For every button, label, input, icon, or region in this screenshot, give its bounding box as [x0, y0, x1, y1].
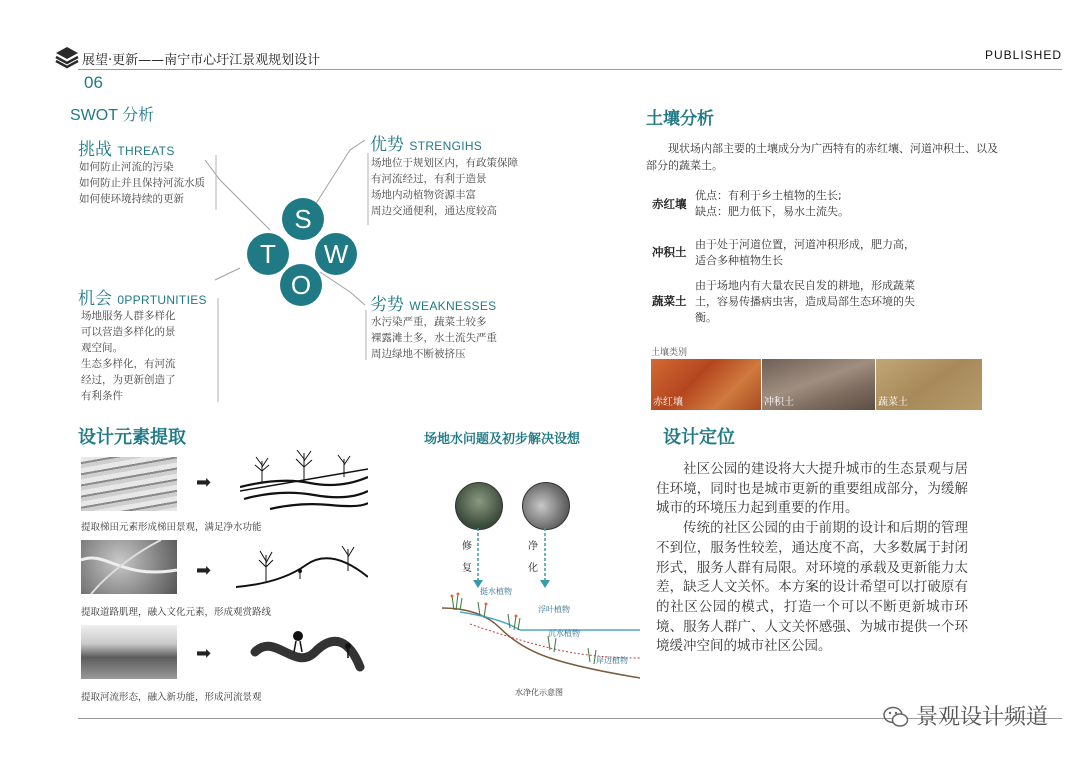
- river-caption: 提取河流形态，融入新功能，形成河流景观: [81, 692, 262, 703]
- threats-list: [79, 159, 205, 207]
- strengths-cn: 优势: [370, 135, 404, 155]
- river-photo: [81, 625, 177, 679]
- soil-desc-vegetable: [695, 278, 915, 326]
- soil-photo-caption: 冲积土: [764, 397, 794, 408]
- positioning-paragraph: 社区公园的建设将大大提升城市的生态景观与居住环境，同时也是城市更新的重要组成部分，为缓解城市的环境压力起到重要的作用。: [656, 461, 968, 517]
- purify-char: 净: [528, 541, 538, 552]
- opportunities-line: 场地服务人群多样化: [81, 310, 176, 322]
- opportunities-cn: 机会: [78, 289, 112, 309]
- water-title: 场地水问题及初步解决设想: [424, 432, 581, 447]
- strengths-line: 场地位于规划区内，有政策保障: [371, 157, 518, 169]
- arrow-right-icon: ➡: [196, 643, 212, 664]
- soil-desc-line: 土，容易传播病虫害，造成局部生态环境的失: [695, 295, 915, 308]
- repair-char: 复: [462, 563, 472, 574]
- watermark: [883, 700, 1048, 731]
- weaknesses-line: 周边绿地不断被挤压: [371, 348, 466, 360]
- repair-char: 修: [462, 541, 472, 552]
- soil-name-red: 赤红壤: [652, 197, 687, 211]
- soil-intro: 现状场内部主要的土壤成分为广西特有的赤红壤、河道冲积土、以及部分的蔬菜土。: [646, 142, 998, 172]
- opportunities-list: [81, 308, 176, 404]
- weaknesses-heading: [370, 290, 496, 315]
- soil-photo-caption: 赤红壤: [653, 397, 683, 408]
- strengths-list: [371, 155, 518, 219]
- sketch-note: 浮叶植物: [538, 605, 570, 614]
- soil-desc-line: 缺点：肥力低下，易水土流失。: [695, 205, 849, 218]
- strengths-line: 周边交通便利，通达度较高: [371, 205, 497, 217]
- soil-photo-caption: 蔬菜土: [878, 397, 908, 408]
- threats-en: THREATS: [117, 144, 175, 158]
- opportunities-heading: [78, 284, 207, 309]
- header-title: 展望·更新——南宁市心圩江景观规划设计: [82, 53, 321, 68]
- opportunities-line: 生态多样化，有河流: [81, 358, 176, 370]
- swot-circle-o: O: [280, 264, 322, 306]
- terrace-sketch: [240, 447, 368, 513]
- purify-char: 化: [528, 563, 538, 574]
- soil-desc-line: 衡。: [695, 311, 717, 324]
- strengths-line: 有河流经过，有利于造景: [371, 173, 487, 185]
- strengths-line: 场地内动植物资源丰富: [371, 189, 476, 201]
- repair-label: [462, 536, 472, 580]
- swot-circle-w: W: [315, 233, 357, 275]
- soil-title: 土壤分析: [646, 109, 714, 129]
- page-number: 06: [84, 73, 103, 92]
- positioning-body: [656, 460, 968, 657]
- swot-circle-t: T: [247, 233, 289, 275]
- road-photo-lines: [81, 540, 177, 594]
- watermark-text: 景观设计频道: [915, 705, 1048, 730]
- purify-label: [528, 536, 538, 580]
- positioning-title: 设计定位: [663, 427, 735, 448]
- soil-photo-alluvial: [762, 359, 875, 410]
- opportunities-line: 经过，为更新创造了: [81, 374, 176, 386]
- weaknesses-line: 水污染严重，蔬菜土较多: [371, 316, 487, 328]
- soil-name-alluvial: 冲积土: [652, 245, 687, 259]
- water-caption: 水净化示意图: [515, 688, 563, 697]
- weaknesses-list: [371, 314, 497, 362]
- strengths-en: STRENGIHS: [409, 139, 483, 153]
- sketch-note: 沉水植物: [548, 629, 580, 638]
- terrace-caption: 提取梯田元素形成梯田景观，满足净水功能: [81, 522, 262, 533]
- soil-desc-red: [695, 188, 849, 220]
- soil-name-vegetable: 蔬菜土: [652, 294, 687, 308]
- soil-photo-red: [651, 359, 761, 410]
- weaknesses-cn: 劣势: [370, 295, 404, 315]
- water-arrows: [470, 528, 560, 590]
- weaknesses-en: WEAKNESSES: [409, 299, 497, 313]
- published-label: PUBLISHED: [984, 48, 1062, 62]
- opportunities-line: 观空间。: [81, 342, 123, 354]
- road-sketch: [236, 535, 368, 595]
- strengths-heading: [370, 130, 482, 155]
- soil-desc-line: 优点：有利于乡土植物的生长;: [695, 189, 842, 202]
- threats-line: 如何防止河流的污染: [79, 161, 174, 173]
- elements-title: 设计元素提取: [78, 427, 186, 448]
- soil-photo-label: 土壤类别: [651, 348, 688, 358]
- sketch-note: 挺水植物: [480, 587, 512, 596]
- soil-desc-alluvial: [695, 237, 915, 269]
- swot-title: SWOT 分析: [70, 107, 155, 124]
- wechat-icon: [883, 706, 909, 728]
- road-caption: 提取道路肌理，融入文化元素，形成观赏路线: [81, 607, 272, 618]
- threats-heading: [78, 135, 175, 160]
- soil-desc-line: 由于场地内有大量农民自发的耕地，形成蔬菜: [695, 279, 915, 292]
- soil-desc-line: 适合多种植物生长: [695, 254, 783, 267]
- sketch-note: 岸边植物: [596, 656, 628, 665]
- soil-photo-vegetable: [876, 359, 982, 410]
- weaknesses-line: 裸露滩土多，水土流失严重: [371, 332, 497, 344]
- arrow-right-icon: ➡: [196, 472, 212, 493]
- river-sketch: [250, 622, 370, 682]
- opportunities-line: 有利条件: [81, 390, 123, 402]
- purify-photo: [522, 482, 570, 530]
- swot-circle-s: S: [282, 198, 324, 240]
- threats-cn: 挑战: [78, 140, 112, 160]
- opportunities-line: 可以营造多样化的景: [81, 326, 176, 338]
- terrace-photo: [81, 457, 177, 511]
- water-purification-sketch: [440, 588, 640, 683]
- soil-desc-line: 由于处于河道位置，河道冲积形成，肥力高，: [695, 238, 915, 251]
- arrow-right-icon: ➡: [196, 560, 212, 581]
- threats-line: 如何防止并且保持河流水质: [79, 177, 205, 189]
- positioning-paragraph: 传统的社区公园的由于前期的设计和后期的管理不到位，服务性较差，通达度不高，大多数属于封闭形式，服务人群有局限。对环境的承载及更新能力太差，缺乏人文关怀。本方案的设计希望可以打破原有的社区公园的模式，打造一个可以不断更新城市环境、服务人群广、人文关怀感强、为城市提供一个环境缓冲空间的城市社区公园。: [656, 520, 968, 655]
- opportunities-en: 0PPRTUNITIES: [117, 293, 207, 307]
- threats-line: 如何使环境持续的更新: [79, 193, 184, 205]
- repair-photo: [455, 482, 503, 530]
